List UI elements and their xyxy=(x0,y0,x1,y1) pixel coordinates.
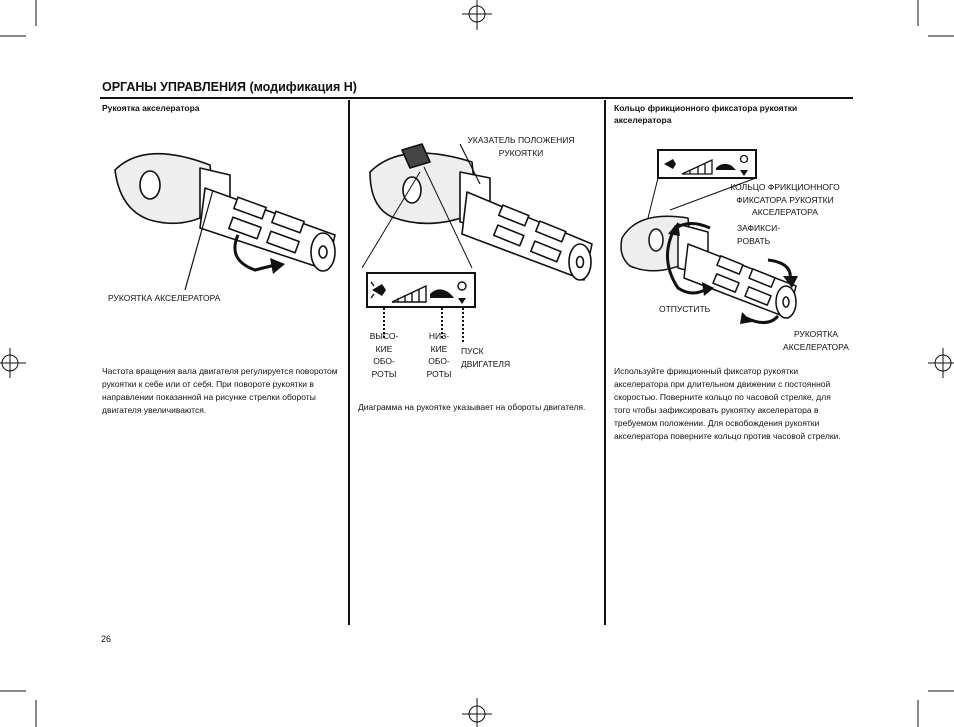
left-section-heading: Рукоятка акселератора xyxy=(102,103,200,113)
lock-label: ЗАФИКСИ- РОВАТЬ xyxy=(737,223,781,246)
friction-ring-label: КОЛЬЦО ФРИКЦИОННОГО ФИКСАТОРА РУКОЯТКИ АКСЕЛЕРАТОРА xyxy=(730,182,840,217)
right-grip-label: РУКОЯТКА АКСЕЛЕРАТОРА xyxy=(783,329,849,352)
release-label: ОТПУСТИТЬ xyxy=(659,304,711,314)
column-divider-right xyxy=(604,100,606,625)
rpm-indicator-strip xyxy=(366,272,476,308)
high-rpm-label: ВЫСО- КИЕ ОБО- РОТЫ xyxy=(369,331,399,379)
right-section-heading: Кольцо фрикционного фиксатора рукоятки акселератора xyxy=(614,103,798,125)
indicator-label: УКАЗАТЕЛЬ ПОЛОЖЕНИЯ РУКОЯТКИ xyxy=(467,135,575,158)
engine-start-label: ПУСК ДВИГАТЕЛЯ xyxy=(461,346,511,369)
left-grip-label: РУКОЯТКА АКСЕЛЕРАТОРА xyxy=(108,293,221,303)
page-number: 26 xyxy=(101,634,112,644)
left-body-text: Частота вращения вала двигателя регулируется поворотом рукоятки к себе или от себя. При повороте рукоятки в направлении показанной на рисунке стрелки обороты двигателя увеличиваются. xyxy=(102,366,338,415)
middle-body-text: Диаграмма на рукоятке указывает на обороты двигателя. xyxy=(358,402,586,412)
right-body-text: Используйте фрикционный фиксатор рукоятки акселератора при длительном движении с постоянной скоростью. Поверните кольцо по часовой стрелке, для того чтобы зафиксировать рукоятку акселератора в требуемом положении. Для освобождения рукоятки акселератора поверните кольцо против часовой стрелки. xyxy=(614,366,841,441)
title-rule xyxy=(100,97,853,99)
column-divider-left xyxy=(348,100,350,625)
page-title: ОРГАНЫ УПРАВЛЕНИЯ (модификация H) xyxy=(102,80,357,94)
throttle-grip-illustration xyxy=(105,140,340,290)
low-rpm-label: НИЗ- КИЕ ОБО- РОТЫ xyxy=(426,331,452,379)
